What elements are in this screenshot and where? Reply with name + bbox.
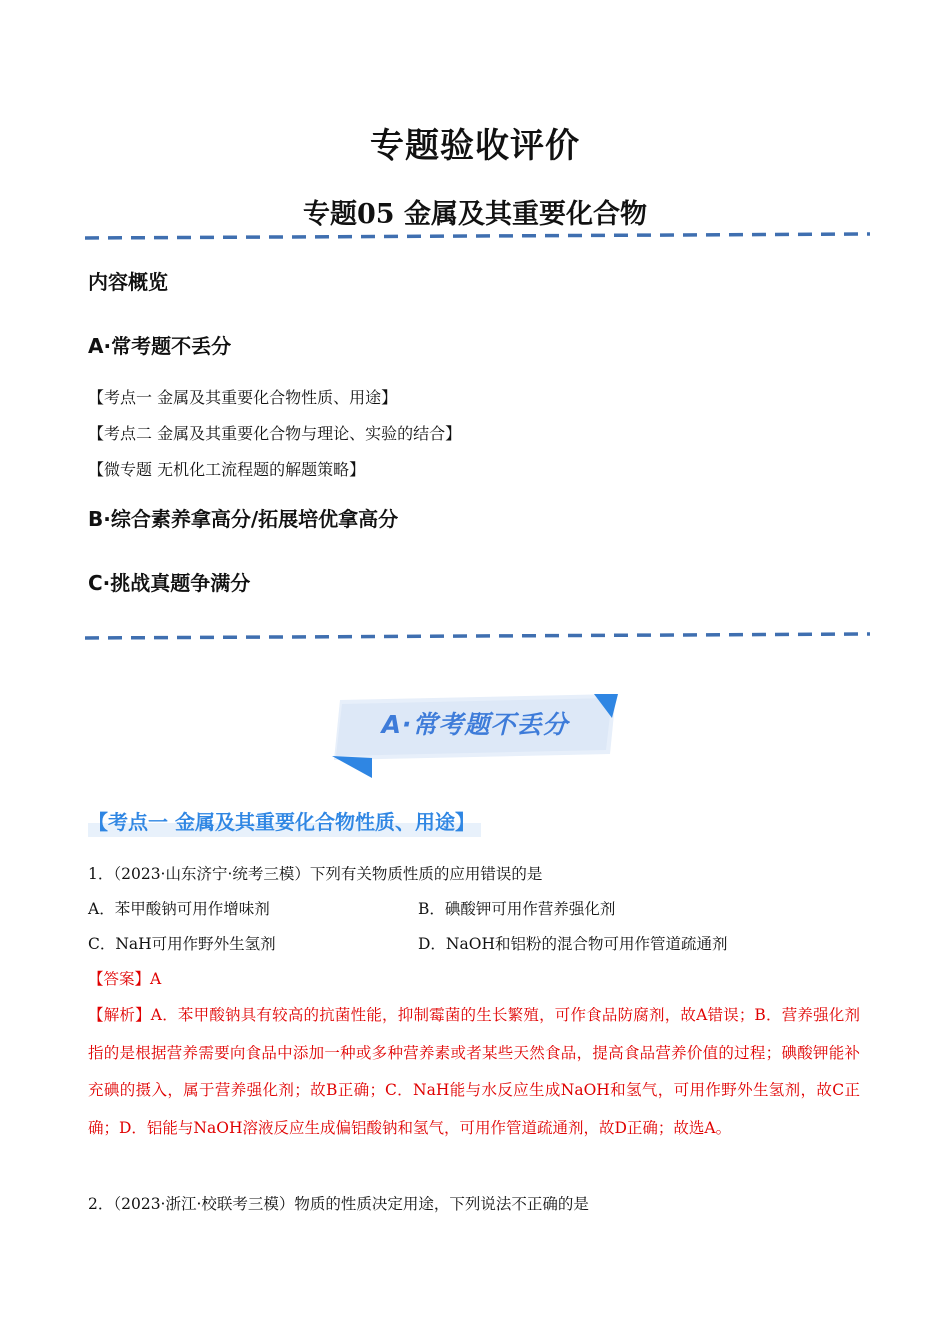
question-1-option-b: B．碘酸钾可用作营养强化剂 [418,900,616,918]
toc-item: 【考点二 金属及其重要化合物与理论、实验的结合】 [88,424,462,443]
toc-item: 【考点一 金属及其重要化合物性质、用途】 [88,388,398,407]
question-1-analysis: 【解析】A．苯甲酸钠具有较高的抗菌性能，抑制霉菌的生长繁殖，可作食品防腐剂，故A错误；B．营养强化剂指的是根据营养需要向食品中添加一种或多种营养素或者某些天然食品，提高食品营养价值的过程；碘酸钾能补充碘的摄入，属于营养强化剂；故B正确；C．NaH能与水反应生成NaOH和氢气，可用作野外生氢剂，故C正确；D．铝能与NaOH溶液反应生成偏铝酸钠和氢气，可用作管道疏通剂，故D正确；故选A。 [88,1006,860,1137]
overview-section-c: C·挑战真题争满分 [88,571,251,595]
question-2-stem: 2．（2023·浙江·校联考三模）物质的性质决定用途，下列说法不正确的是 [88,1195,589,1213]
dashed-divider-top [85,231,870,241]
dashed-divider-bottom [85,631,870,641]
overview-section-b: B·综合素养拿高分/拓展培优拿高分 [88,507,399,531]
question-1-option-d: D．NaOH和铝粉的混合物可用作管道疏通剂 [418,935,728,953]
question-1-answer: 【答案】A [88,970,162,988]
toc-item: 【微专题 无机化工流程题的解题策略】 [88,460,366,479]
topic-subtitle: 专题05 金属及其重要化合物 [303,199,647,230]
overview-section-a: A·常考题不丢分 [88,334,232,358]
question-1-option-a: A．苯甲酸钠可用作增味剂 [88,900,270,918]
topic-heading: 【考点一 金属及其重要化合物性质、用途】 [88,806,481,837]
question-1-stem: 1．（2023·山东济宁·统考三模）下列有关物质性质的应用错误的是 [88,865,543,883]
page-title: 专题验收评价 [370,126,580,166]
question-1-option-c: C．NaH可用作野外生氢剂 [88,935,276,953]
overview-heading: 内容概览 [88,270,168,294]
section-banner-label: A·常考题不丢分 [381,710,569,739]
